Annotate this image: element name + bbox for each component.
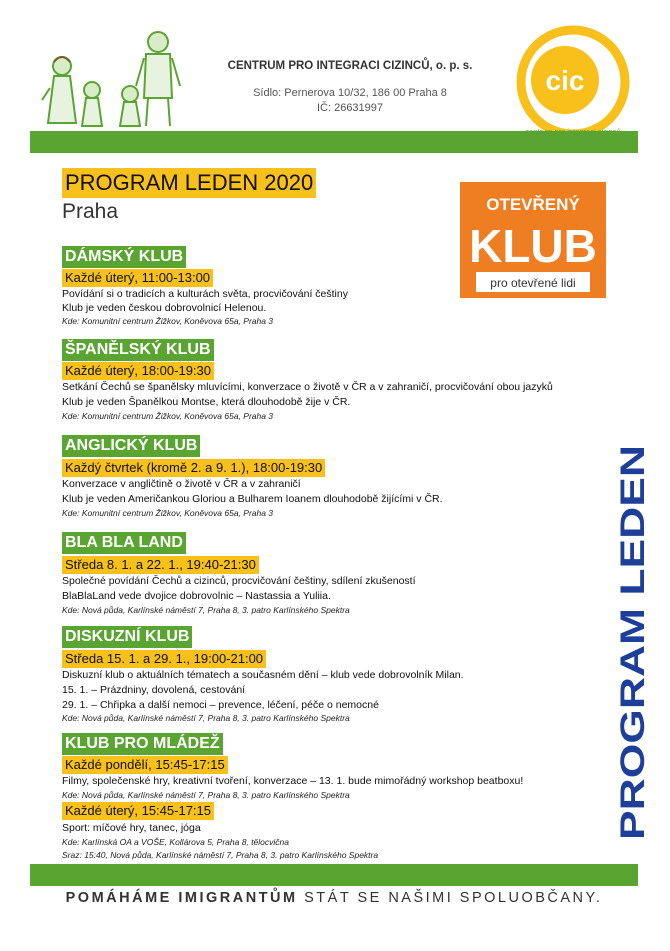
club-desc-line: 29. 1. – Chřipka a další nemoci – prevence, léčení, péče o nemocné [62, 699, 379, 711]
club-location: Kde: Komunitní centrum Žižkov, Koněvova 65a, Praha 3 [62, 508, 274, 518]
address-line: Sídlo: Pernerova 10/32, 186 00 Praha 8 [253, 87, 447, 99]
club-time-blablaland: Středa 8. 1. a 22. 1., 19:40-21:30 [62, 556, 259, 574]
club-time-damsky: Každé úterý, 11:00-13:00 [62, 269, 213, 287]
club-desc-line: Klub je veden Američankou Gloriou a Bulharem Ioanem dlouhodobě žijícími v ČR. [62, 493, 443, 505]
organization-address [200, 86, 500, 116]
club-location: Kde: Nová půda, Karlínské náměstí 7, Praha 8, 3. patro Karlínského Spektra [62, 790, 350, 800]
club-title-diskuzni: DISKUZNÍ KLUB [62, 626, 192, 648]
footer-slogan-rest: STÁT SE NAŠIMI SPOLUOBČANY. [297, 890, 603, 906]
club-time-spanelsky: Každé úterý, 18:00-19:30 [62, 362, 214, 380]
club-title-mladez: KLUB PRO MLÁDEŽ [62, 733, 223, 755]
vertical-program-title [598, 440, 658, 840]
club-desc-line: Klub je veden Španělkou Montse, která dlouhodobě žije v ČR. [62, 396, 351, 408]
footer-slogan [30, 890, 638, 906]
club-location: Kde: Nová půda, Karlínské náměstí 7, Praha 8, 3. patro Karlínského Spektra [62, 605, 350, 615]
club-title-blablaland: BLA BLA LAND [62, 532, 186, 554]
vertical-title-text: PROGRAM LEDEN [614, 537, 652, 840]
club-title-anglicky: ANGLICKÝ KLUB [62, 435, 200, 457]
club-desc-line: Setkání Čechů se španělsky mluvícími, konverzace o životě v ČR a v zahraničí, procvičování obou jazyků [62, 381, 553, 393]
club-desc-line: Konverzace v angličtině o životě v ČR a v zahraničí [62, 478, 301, 490]
club-desc-line: Diskuzní klub o aktuálních tématech a současném dění – klub vede dobrovolník Milan. [62, 669, 464, 681]
club-meeting-point: Sraz: 15:40, Nová půda, Karlínské náměstí 7, Praha 8, 3. patro Karlínského Spektra [62, 850, 379, 860]
klub-logo-top-text: OTEVŘENÝ [486, 195, 580, 214]
club-location: Kde: Karlínská OA a VOŠE, Kollárova 5, Praha 8, tělocvična [62, 837, 289, 847]
cic-logo [513, 22, 633, 142]
club-title-damsky: DÁMSKÝ KLUB [62, 246, 186, 268]
top-divider-bar [30, 131, 638, 153]
otevreny-klub-logo [458, 180, 608, 300]
club-desc-line: Klub je veden českou dobrovolnicí Helenou. [62, 302, 267, 314]
club-time-anglicky: Každý čtvrtek (kromě 2. a 9. 1.), 18:00-19:30 [62, 459, 325, 477]
club-desc-line: Filmy, společenské hry, kreativní tvoření, konverzace – 13. 1. bude mimořádný workshop beatboxu! [62, 775, 524, 787]
program-title: PROGRAM LEDEN 2020 [62, 168, 316, 198]
club-desc-line: BlaBlaLand vede dvojice dobrovolnic – Nastassia a Yuliia. [62, 590, 331, 602]
club-time-mladez-monday: Každé pondělí, 15:45-17:15 [62, 756, 228, 774]
club-title-spanelsky: ŠPANĚLSKÝ KLUB [62, 339, 214, 361]
club-location: Kde: Nová půda, Karlínské náměstí 7, Praha 8, 3. patro Karlínského Spektra [62, 713, 350, 723]
club-desc-line: 15. 1. – Prázdniny, dovolená, cestování [62, 684, 246, 696]
program-city: Praha [62, 200, 119, 223]
footer-slogan-bold: POMÁHÁME IMIGRANTŮM [65, 890, 298, 906]
club-desc-line: Společné povídání Čechů a cizinců, procvičování češtiny, sdílení zkušeností [62, 575, 416, 587]
club-desc-line: Sport: míčové hry, tanec, jóga [62, 822, 201, 834]
cic-logo-text: cic [545, 65, 585, 96]
club-desc-line: Povídání si o tradicích a kulturách světa, procvičování češtiny [62, 288, 348, 300]
club-location: Kde: Komunitní centrum Žižkov, Koněvova 65a, Praha 3 [62, 411, 274, 421]
family-illustration [40, 28, 210, 128]
klub-logo-bottom-text: pro otevřené lidi [490, 276, 576, 290]
klub-logo-main-text: KLUB [469, 220, 597, 272]
club-location: Kde: Komunitní centrum Žižkov, Koněvova 65a, Praha 3 [62, 316, 274, 326]
club-time-mladez-tuesday: Každé úterý, 15:45-17:15 [62, 802, 214, 820]
bottom-divider-bar [30, 864, 638, 886]
ico-line: IČ: 26631997 [316, 102, 384, 114]
club-time-diskuzni: Středa 15. 1. a 29. 1., 19:00-21:00 [62, 650, 266, 668]
organization-name: CENTRUM PRO INTEGRACI CIZINCŮ, o. p. s. [227, 60, 473, 72]
